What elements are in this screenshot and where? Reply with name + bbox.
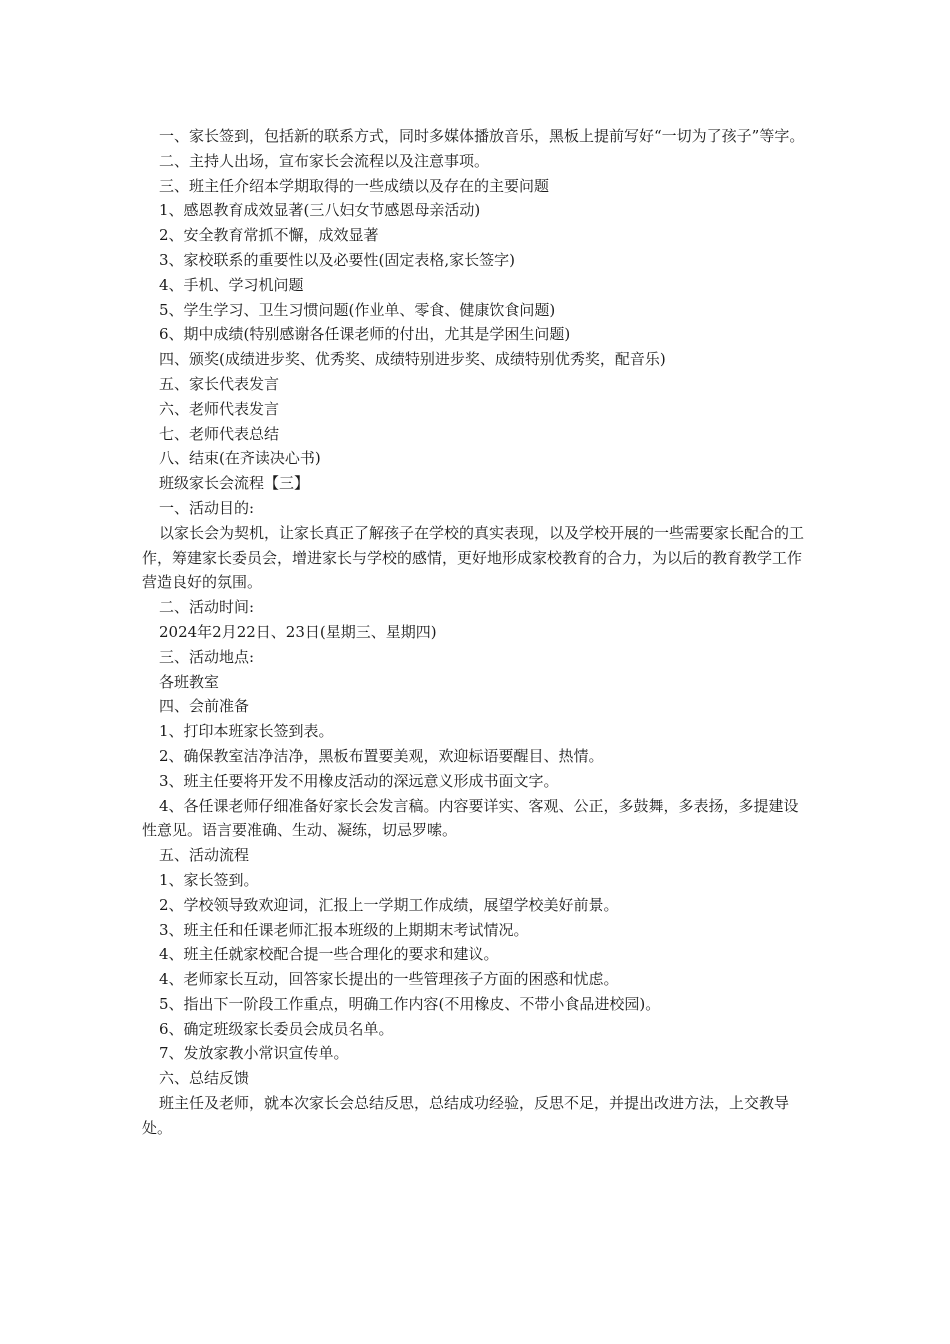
list-item: 1、家长签到。 bbox=[159, 870, 259, 889]
paragraph: 三、活动地点: bbox=[159, 647, 255, 666]
paragraph: 七、老师代表总结 bbox=[159, 424, 280, 443]
section-title: 班级家长会流程【三】 bbox=[159, 474, 310, 493]
paragraph: 班主任及老师，就本次家长会总结反思，总结成功经验，反思不足，并提出改进方法，上交教导处。 bbox=[142, 1094, 790, 1137]
list-item: 3、班主任和任课老师汇报本班级的上期期末考试情况。 bbox=[159, 920, 529, 939]
paragraph: 六、老师代表发言 bbox=[159, 399, 280, 418]
list-item: 5、指出下一阶段工作重点，明确工作内容(不用橡皮、不带小食品进校园)。 bbox=[159, 994, 661, 1013]
paragraph: 四、颁奖(成绩进步奖、优秀奖、成绩特别进步奖、成绩特别优秀奖，配音乐) bbox=[159, 350, 666, 369]
list-item: 6、期中成绩(特别感谢各任课老师的付出，尤其是学困生问题) bbox=[159, 325, 571, 344]
list-item: 1、感恩教育成效显著(三八妇女节感恩母亲活动) bbox=[159, 201, 481, 220]
document-body bbox=[142, 124, 810, 1141]
paragraph: 六、总结反馈 bbox=[159, 1069, 250, 1088]
paragraph: 一、家长签到，包括新的联系方式，同时多媒体播放音乐，黑板上提前写好“一切为了孩子”等字。 bbox=[159, 127, 805, 145]
list-item: 3、班主任要将开发不用橡皮活动的深远意义形成书面文字。 bbox=[159, 771, 559, 790]
list-item: 1、打印本班家长签到表。 bbox=[159, 722, 334, 741]
list-item: 4、老师家长互动，回答家长提出的一些管理孩子方面的困惑和忧虑。 bbox=[159, 970, 619, 989]
paragraph: 五、家长代表发言 bbox=[159, 374, 280, 393]
list-item: 2、学校领导致欢迎词，汇报上一学期工作成绩，展望学校美好前景。 bbox=[159, 895, 619, 914]
paragraph: 各班教室 bbox=[159, 672, 220, 691]
list-item: 4、各任课老师仔细准备好家长会发言稿。内容要详实、客观、公正，多鼓舞，多表扬，多提建设性意见。语言要准确、生动、凝练，切忌罗嗦。 bbox=[142, 796, 799, 840]
paragraph: 四、会前准备 bbox=[159, 697, 250, 716]
paragraph: 八、结束(在齐读决心书) bbox=[159, 449, 321, 468]
list-item: 2、确保教室洁净洁净，黑板布置要美观，欢迎标语要醒目、热情。 bbox=[159, 746, 604, 765]
list-item: 7、发放家教小常识宣传单。 bbox=[159, 1044, 349, 1063]
list-item: 5、学生学习、卫生习惯问题(作业单、零食、健康饮食问题) bbox=[159, 300, 556, 319]
list-item: 6、确定班级家长委员会成员名单。 bbox=[159, 1019, 394, 1038]
list-item: 3、家校联系的重要性以及必要性(固定表格,家长签字) bbox=[159, 250, 516, 269]
list-item: 4、手机、学习机问题 bbox=[159, 275, 304, 294]
list-item: 4、班主任就家校配合提一些合理化的要求和建议。 bbox=[159, 945, 499, 964]
paragraph: 五、活动流程 bbox=[159, 846, 250, 865]
paragraph: 2024年2月22日、23日(星期三、星期四) bbox=[159, 622, 437, 641]
paragraph: 以家长会为契机，让家长真正了解孩子在学校的真实表现，以及学校开展的一些需要家长配合的工作，筹建家长委员会，增进家长与学校的感情，更好地形成家校教育的合力，为以后的教育教学工作营造良好的氛围。 bbox=[142, 523, 805, 592]
paragraph: 一、活动目的: bbox=[159, 498, 255, 517]
paragraph: 三、班主任介绍本学期取得的一些成绩以及存在的主要问题 bbox=[159, 176, 550, 195]
list-item: 2、安全教育常抓不懈，成效显著 bbox=[159, 226, 379, 245]
paragraph: 二、活动时间: bbox=[159, 598, 255, 617]
paragraph: 二、主持人出场，宣布家长会流程以及注意事项。 bbox=[159, 151, 490, 170]
